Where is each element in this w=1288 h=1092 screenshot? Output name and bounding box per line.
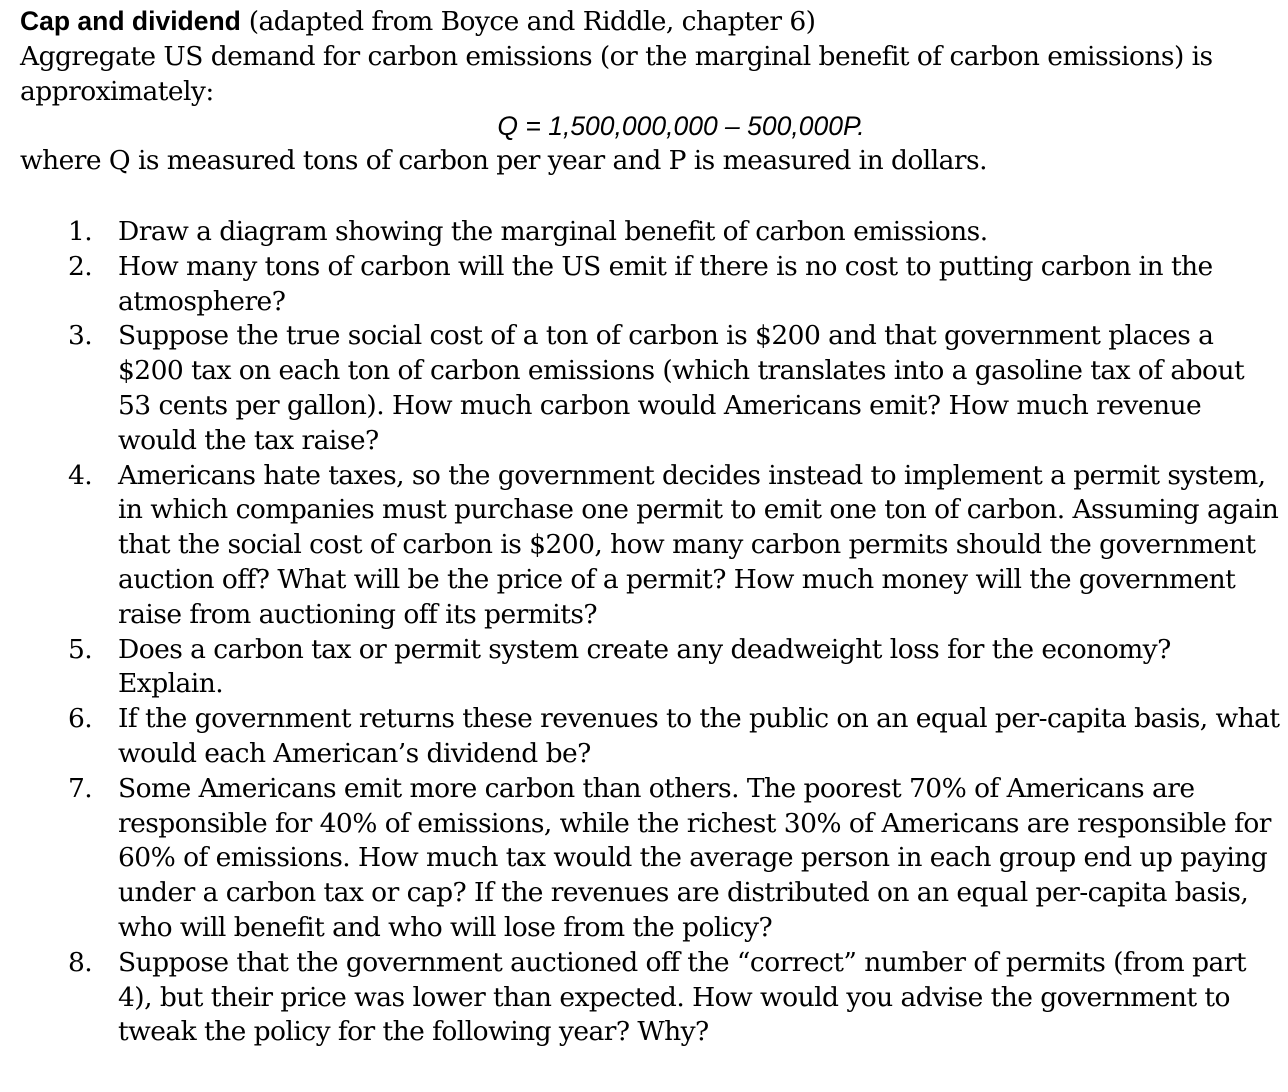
question-text: Americans hate taxes, so the government decides instead to implement a permit system, in which companies must purchase one permit to emit one ton of carbon. Assuming again that the social cost of carbon is $200, how many carbon permits should the government auction off? What will be the price of a permit? How much money will the government raise from auctioning off its permits? [118, 459, 1279, 630]
units-note: where Q is measured tons of carbon per year and P is measured in dollars. [20, 145, 987, 177]
question-text: Some Americans emit more carbon than others. The poorest 70% of Americans are responsible for 40% of emissions, while the richest 30% of Americans are responsible for 60% of emissions. How much tax would the average person in each group end up paying under a carbon tax or cap? If the revenues are distributed on an equal per-capita basis, who will benefit and who will lose from the policy? [118, 772, 1271, 943]
question-number: 6. [68, 703, 93, 735]
question-number: 8. [68, 946, 93, 978]
question-item [20, 946, 1282, 1050]
question-number: 1. [68, 215, 93, 247]
question-text: Suppose that the government auctioned off the “correct” number of permits (from part 4), but their price was lower than expected. How would you advise the government to tweak the policy for the following year? Why? [118, 946, 1247, 1048]
question-text: Draw a diagram showing the marginal benefit of carbon emissions. [118, 215, 988, 247]
question-number: 2. [68, 250, 93, 282]
question-text: If the government returns these revenues to the public on an equal per-capita basis, what would each American’s dividend be? [118, 703, 1280, 769]
question-item [20, 702, 1282, 772]
question-item [20, 772, 1282, 946]
question-number: 4. [68, 459, 93, 491]
demand-equation: Q = 1,500,000,000 – 500,000P. [497, 111, 865, 142]
title-source: (adapted from Boyce and Riddle, chapter 6) [240, 6, 816, 37]
intro-paragraph: Aggregate US demand for carbon emissions (or the marginal benefit of carbon emissions) is approximately: [20, 40, 1213, 107]
question-text: Suppose the true social cost of a ton of carbon is $200 and that government places a $200 tax on each ton of carbon emissions (which translates into a gasoline tax of about 53 cents per gallon). How much carbon would Americans emit? How much revenue would the tax raise? [118, 320, 1245, 456]
question-number: 5. [68, 633, 93, 665]
question-item [20, 459, 1282, 633]
question-item [20, 319, 1282, 458]
question-item [20, 215, 1282, 250]
spacer [20, 179, 1282, 213]
question-text: How many tons of carbon will the US emit if there is no cost to putting carbon in the atmosphere? [118, 250, 1213, 317]
question-list [20, 215, 1282, 1050]
heading [20, 4, 1282, 40]
question-item [20, 250, 1282, 320]
question-number: 3. [68, 320, 93, 352]
question-number: 7. [68, 772, 93, 804]
question-text: Does a carbon tax or permit system create any deadweight loss for the economy? Explain. [118, 633, 1171, 700]
question-item [20, 633, 1282, 703]
title-bold: Cap and dividend [20, 6, 241, 36]
document-page [20, 4, 1282, 1050]
